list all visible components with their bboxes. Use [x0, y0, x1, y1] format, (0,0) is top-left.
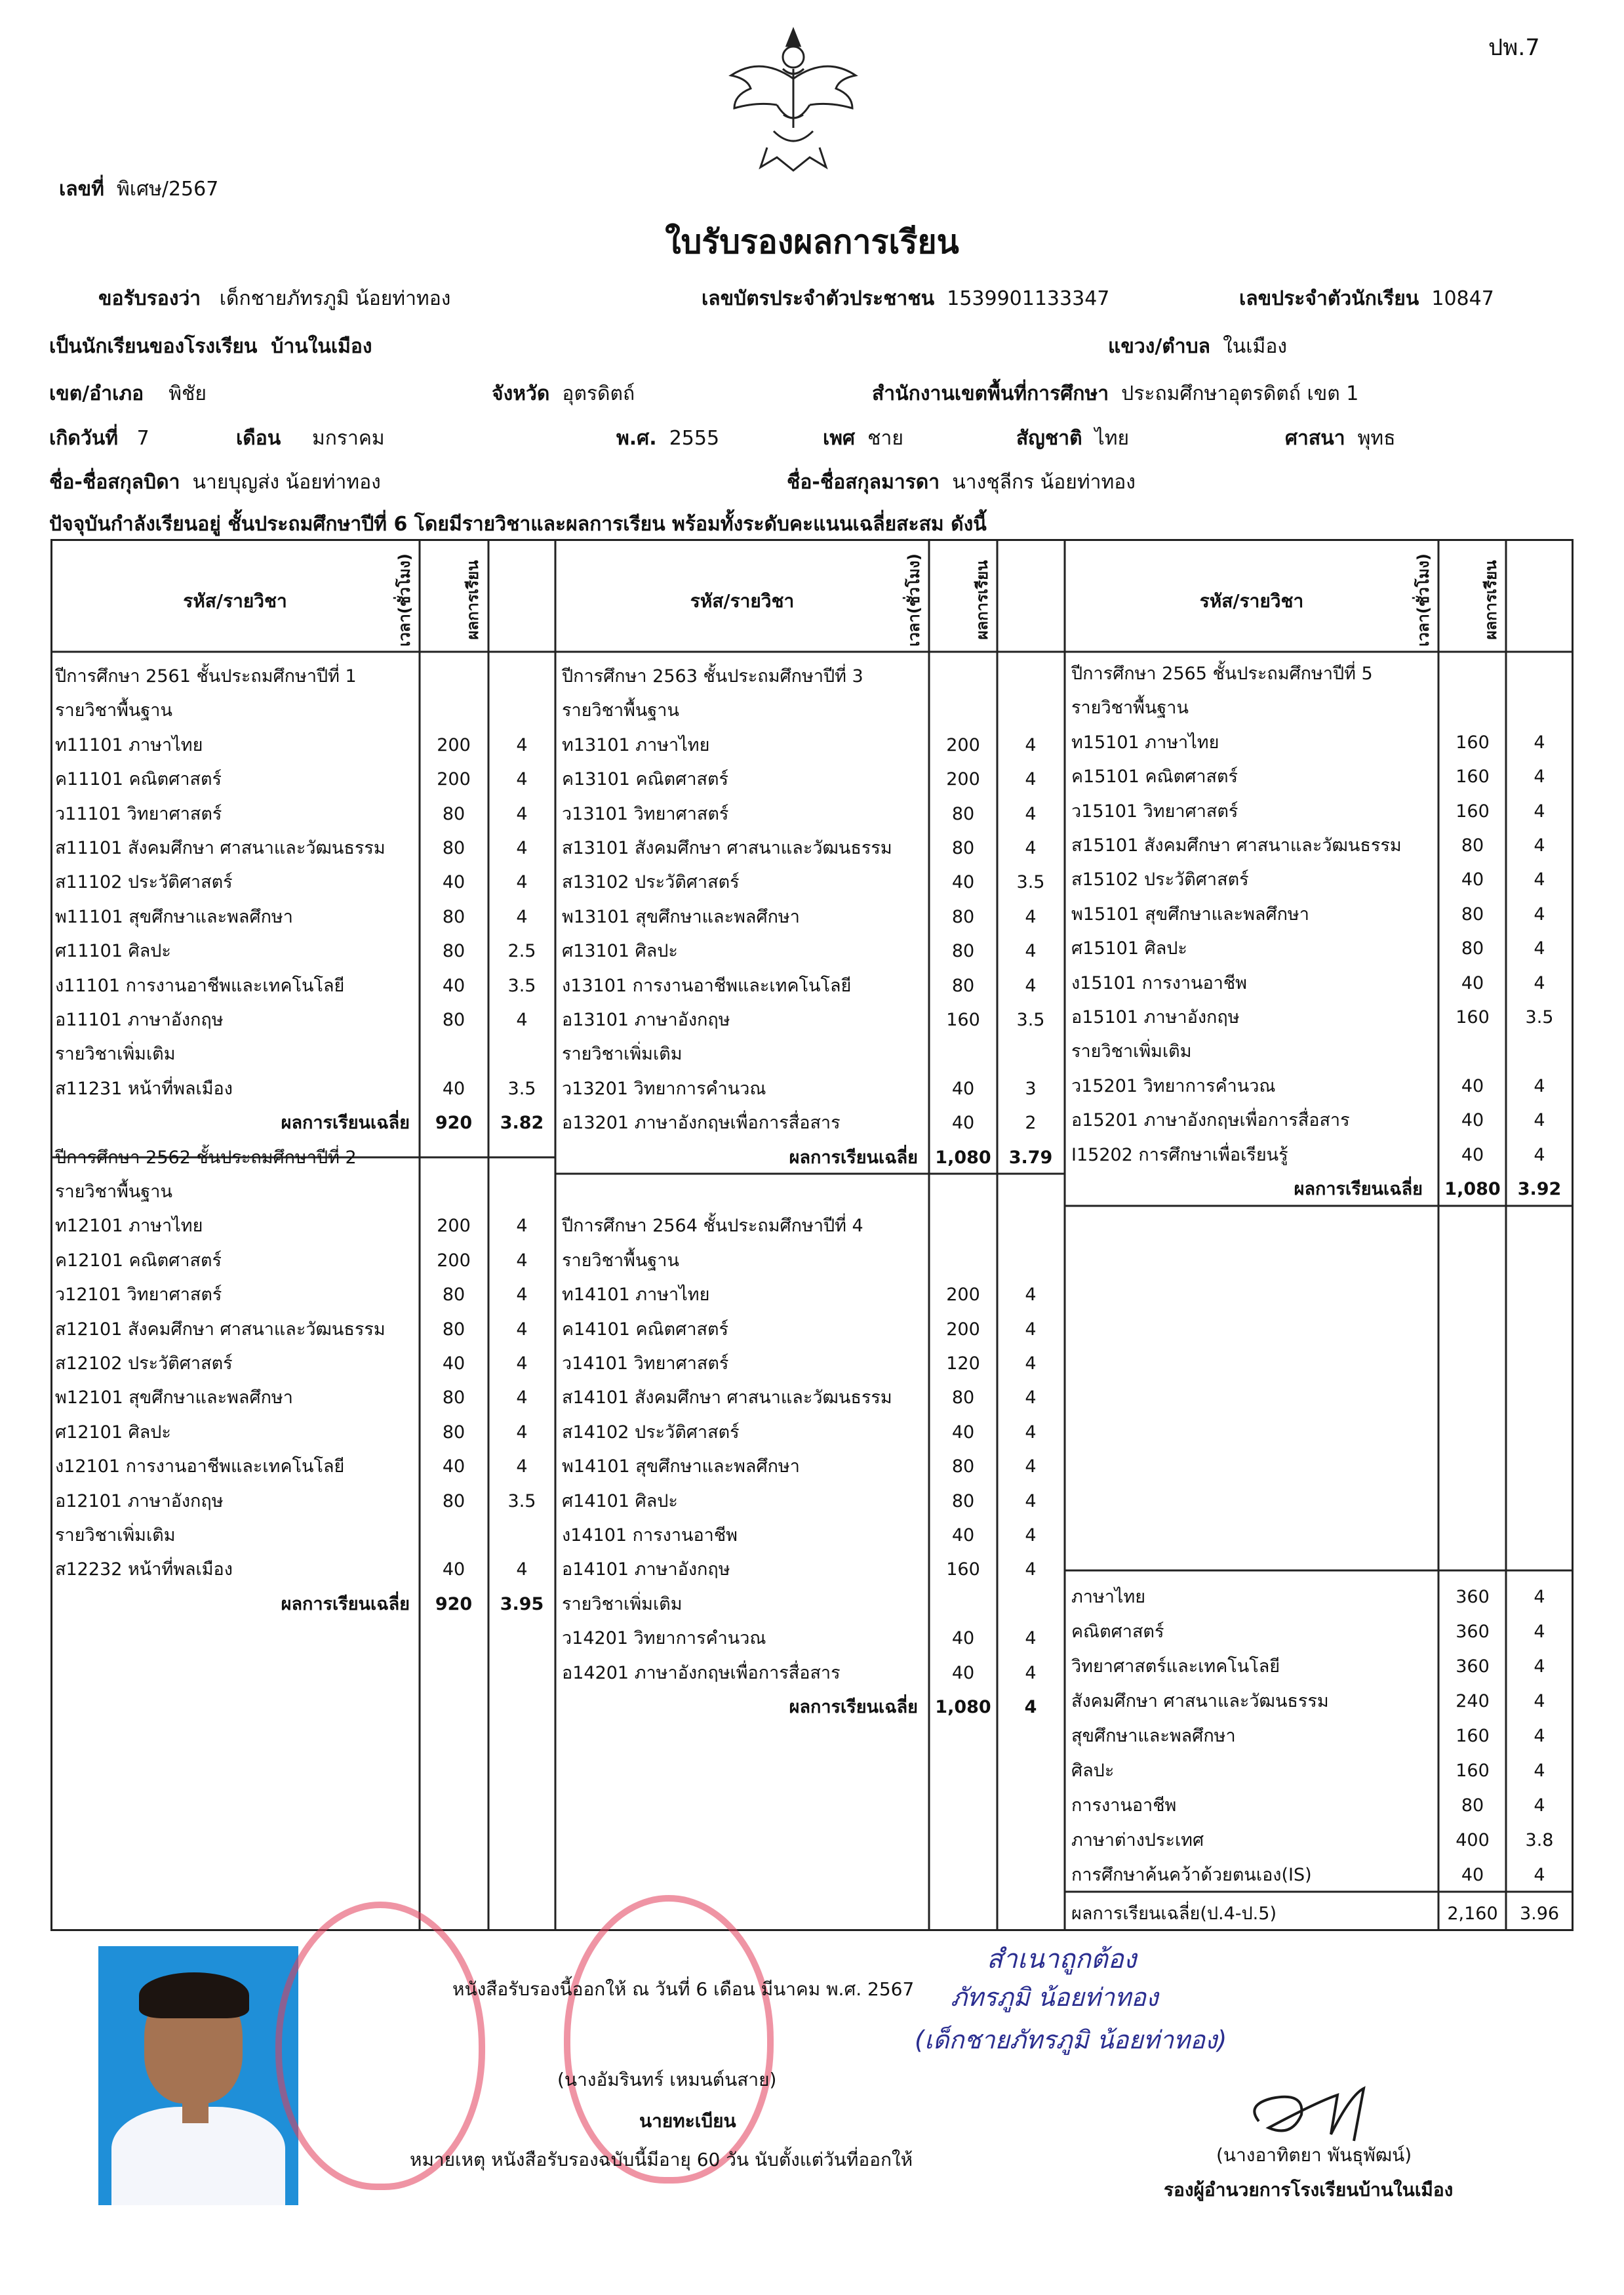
grade-cell: 4: [1024, 1697, 1037, 1717]
grade-cell: 4: [516, 1010, 528, 1030]
hours-cell: 40: [1461, 1110, 1484, 1131]
subject-cell: ว15101 วิทยาศาสตร์: [1071, 801, 1238, 822]
grade-cell: 4: [516, 734, 528, 755]
certify-line: [98, 283, 450, 314]
average-label: ผลการเรียนเฉลี่ย: [281, 1593, 410, 1614]
hours-cell: 920: [435, 1593, 473, 1614]
grade-cell: 4: [516, 1353, 528, 1374]
summary-subject-cell: สุขศึกษาและพลศึกษา: [1071, 1726, 1236, 1746]
hours-cell: 80: [951, 838, 975, 858]
grade-cell: 4: [1025, 1456, 1037, 1477]
col2-subject-header: รหัส/รายวิชา: [690, 590, 795, 612]
hours-cell: 160: [1456, 801, 1490, 822]
subject-cell: อ11101 ภาษาอังกฤษ: [55, 1010, 224, 1030]
summary-grade-cell: 4: [1534, 1761, 1545, 1781]
grade-cell: 3.5: [507, 975, 536, 996]
grade-cell: 4: [1025, 1422, 1037, 1443]
hours-cell: 80: [442, 1387, 465, 1408]
hours-cell: 160: [946, 1559, 980, 1580]
subject-cell: พ15101 สุขศึกษาและพลศึกษา: [1071, 904, 1309, 925]
subject-cell: ปีการศึกษา 2564 ชั้นประถมศึกษาปีที่ 4: [562, 1216, 863, 1237]
grade-cell: 3.92: [1517, 1179, 1562, 1199]
subject-cell: ว12101 วิทยาศาสตร์: [55, 1285, 222, 1306]
grade-cell: 4: [516, 1387, 528, 1408]
handwritten-signature-name: ภัทรภูมิ น้อยท่าทอง: [951, 1983, 1159, 2012]
subject-cell: ศ15101 ศิลปะ: [1071, 938, 1187, 959]
subject-cell: พ12101 สุขศึกษาและพลศึกษา: [55, 1387, 293, 1408]
subject-cell: ท12101 ภาษาไทย: [55, 1216, 203, 1237]
average-label: ผลการเรียนเฉลี่ย: [1294, 1179, 1423, 1199]
hours-cell: 160: [1456, 1007, 1490, 1028]
footer-note: หมายเหตุ หนังสือรับรองฉบับนี้มีอายุ 60 วัน นับตั้งแต่วันที่ออกให้: [410, 2149, 913, 2170]
subject-cell: อ13201 ภาษาอังกฤษเพื่อการสื่อสาร: [562, 1113, 841, 1134]
grade-cell: 4: [1025, 1353, 1037, 1374]
form-code: ปพ.7: [1488, 35, 1540, 61]
subject-cell: ส12102 ประวัติศาสตร์: [55, 1353, 233, 1374]
mother: [787, 467, 1136, 498]
hours-cell: 80: [951, 1490, 975, 1511]
summary-grade-cell: 4: [1534, 1795, 1545, 1816]
subject-cell: ค14101 คณิตศาสตร์: [562, 1319, 728, 1340]
subject-cell: ง12101 การงานอาชีพและเทคโนโลยี: [55, 1456, 345, 1477]
summary-subject-cell: คณิตศาสตร์: [1071, 1622, 1164, 1642]
grade-cell: 4: [516, 872, 528, 893]
subject-cell: ว14201 วิทยาการคำนวณ: [562, 1628, 766, 1649]
birth-day: [49, 423, 149, 454]
subject-cell: รายวิชาพื้นฐาน: [55, 1182, 172, 1202]
hours-cell: 160: [1456, 767, 1490, 788]
handwritten-full-name: (เด็กชายภัทรภูมิ น้อยท่าทอง): [915, 2026, 1227, 2054]
grade-cell: 3.5: [507, 1078, 536, 1099]
subject-cell: ปีการศึกษา 2565 ชั้นประถมศึกษาปีที่ 5: [1071, 664, 1373, 684]
summary-subject-cell: วิทยาศาสตร์และเทคโนโลยี: [1071, 1656, 1280, 1677]
subject-cell: ท11101 ภาษาไทย: [55, 734, 203, 755]
hours-cell: 80: [442, 941, 465, 962]
subject-cell: ส13101 สังคมศึกษา ศาสนาและวัฒนธรรม: [562, 838, 892, 858]
grade-cell: 4: [516, 1559, 528, 1580]
grade-cell: 4: [516, 1422, 528, 1443]
grade-cell: 4: [1534, 835, 1545, 856]
grade-cell: 4: [1025, 1559, 1037, 1580]
school-label: เป็นนักเรียนของโรงเรียน: [49, 335, 258, 358]
grade-cell: 4: [516, 1216, 528, 1237]
grade-cell: 4: [516, 906, 528, 927]
subject-cell: ส12232 หน้าที่พลเมือง: [55, 1559, 233, 1580]
district: [49, 378, 207, 409]
average-label: ผลการเรียนเฉลี่ย: [281, 1113, 410, 1134]
grade-cell: 3: [1025, 1078, 1037, 1099]
religion-value: พุทธ: [1357, 427, 1396, 450]
area-office-value: ประถมศึกษาอุตรดิตถ์ เขต 1: [1121, 382, 1359, 405]
grade-cell: 4: [1534, 767, 1545, 788]
student-no-value: 10847: [1431, 287, 1494, 310]
grade-cell: 4: [1534, 1075, 1545, 1096]
birth-year-value: 2555: [669, 427, 720, 450]
grade-cell: 4: [1534, 904, 1545, 925]
subject-cell: ค15101 คณิตศาสตร์: [1071, 767, 1238, 788]
subject-cell: อ13101 ภาษาอังกฤษ: [562, 1010, 730, 1030]
hours-cell: 200: [437, 769, 471, 790]
grade-cell: 4: [516, 769, 528, 790]
religion: [1285, 423, 1396, 454]
birth-day-label: เกิดวันที่: [49, 427, 119, 450]
subject-cell: ว15201 วิทยาการคำนวณ: [1071, 1075, 1276, 1096]
grade-cell: 4: [1534, 938, 1545, 959]
summary-subject-cell: ภาษาต่างประเทศ: [1071, 1830, 1204, 1850]
grade-cell: 4: [516, 1319, 528, 1340]
subject-cell: รายวิชาพื้นฐาน: [1071, 698, 1189, 719]
summary-grade-cell: 4: [1534, 1622, 1545, 1642]
subject-cell: ส14101 สังคมศึกษา ศาสนาและวัฒนธรรม: [562, 1387, 892, 1408]
id-card-value: 1539901133347: [947, 287, 1110, 310]
subject-cell: อ12101 ภาษาอังกฤษ: [55, 1490, 224, 1511]
hours-cell: 200: [946, 1285, 980, 1306]
grade-cell: 4: [516, 838, 528, 858]
summary-grade-cell: 4: [1534, 1587, 1545, 1607]
hours-cell: 80: [442, 906, 465, 927]
mother-value: นางชุลีกร น้อยท่าทอง: [952, 471, 1136, 494]
birth-month-value: มกราคม: [311, 427, 385, 450]
subject-cell: อ15201 ภาษาอังกฤษเพื่อการสื่อสาร: [1071, 1110, 1350, 1131]
student-photo: [98, 1946, 298, 2205]
grade-cell: 4: [1025, 1490, 1037, 1511]
grade-cell: 4: [1534, 972, 1545, 993]
grade-cell: 4: [1534, 801, 1545, 822]
nationality-label: สัญชาติ: [1016, 427, 1082, 450]
summary-grade-cell: 3.96: [1519, 1904, 1560, 1924]
subject-cell: ค12101 คณิตศาสตร์: [55, 1250, 222, 1271]
summary-hours-cell: 240: [1456, 1691, 1490, 1711]
hours-cell: 80: [1461, 835, 1484, 856]
hours-cell: 40: [951, 1628, 975, 1649]
summary-hours-cell: 360: [1456, 1622, 1490, 1642]
hours-cell: 200: [437, 734, 471, 755]
hours-cell: 40: [442, 1456, 465, 1477]
subject-cell: รายวิชาเพิ่มเติม: [562, 1593, 683, 1614]
subject-cell: ว14101 วิทยาศาสตร์: [562, 1353, 729, 1374]
grade-cell: 4: [1025, 1387, 1037, 1408]
hours-cell: 40: [951, 1113, 975, 1134]
subject-cell: ง15101 การงานอาชีพ: [1071, 972, 1247, 993]
subject-cell: ปีการศึกษา 2561 ชั้นประถมศึกษาปีที่ 1: [55, 666, 357, 687]
subject-cell: ส13102 ประวัติศาสตร์: [562, 872, 740, 893]
summary-grade-cell: 4: [1534, 1726, 1545, 1746]
hours-cell: 40: [1461, 869, 1484, 890]
hours-cell: 80: [1461, 938, 1484, 959]
hours-cell: 200: [946, 734, 980, 755]
hours-cell: 80: [951, 975, 975, 996]
hours-cell: 80: [951, 1456, 975, 1477]
subject-cell: รายวิชาพื้นฐาน: [562, 700, 679, 721]
religion-label: ศาสนา: [1285, 427, 1345, 450]
grade-cell: 4: [1025, 975, 1037, 996]
father: [49, 467, 381, 498]
province-label: จังหวัด: [492, 382, 550, 405]
hours-cell: 40: [951, 1525, 975, 1546]
col3-hours-header: เวลา(ชั่วโมง): [1414, 553, 1433, 647]
subdistrict-value: ในเมือง: [1223, 335, 1287, 358]
grade-cell: 4: [1025, 1319, 1037, 1340]
col1-grade-header: ผลการเรียน: [464, 560, 482, 640]
sex: [823, 423, 903, 454]
grade-cell: 4: [1025, 769, 1037, 790]
subject-cell: ท13101 ภาษาไทย: [562, 734, 710, 755]
status-line: ปัจจุบันกำลังเรียนอยู่ ชั้นประถมศึกษาปีที่ 6 โดยมีรายวิชาและผลการเรียน พร้อมทั้งระดับคะแนนเฉลี่ยสะสม ดังนี้: [49, 513, 987, 536]
col2-hours-header: เวลา(ชั่วโมง): [905, 553, 923, 647]
grade-cell: 4: [1534, 1110, 1545, 1131]
hours-cell: 80: [442, 1319, 465, 1340]
birth-month: [236, 423, 385, 454]
hours-cell: 80: [951, 803, 975, 824]
grade-cell: 4: [1025, 803, 1037, 824]
hours-cell: 200: [946, 1319, 980, 1340]
subject-cell: ท15101 ภาษาไทย: [1071, 732, 1219, 753]
grade-cell: 3.5: [1016, 872, 1045, 893]
grade-cell: 4: [516, 1456, 528, 1477]
subject-cell: รายวิชาพื้นฐาน: [55, 700, 172, 721]
grade-cell: 4: [1534, 869, 1545, 890]
average-label: ผลการเรียนเฉลี่ย: [789, 1147, 918, 1168]
grade-cell: 4: [1025, 941, 1037, 962]
birth-month-label: เดือน: [236, 427, 281, 450]
summary-hours-cell: 360: [1456, 1587, 1490, 1607]
registrar-name: (นางอัมรินทร์ เหมนต์นสาย): [557, 2069, 777, 2090]
subject-cell: ปีการศึกษา 2562 ชั้นประถมศึกษาปีที่ 2: [55, 1147, 357, 1168]
subject-cell: ค13101 คณิตศาสตร์: [562, 769, 728, 790]
school-value: บ้านในเมือง: [271, 335, 372, 358]
summary-grade-cell: 4: [1534, 1656, 1545, 1677]
garuda-emblem: [721, 16, 865, 180]
subject-cell: ศ12101 ศิลปะ: [55, 1422, 171, 1443]
col3-grade-header: ผลการเรียน: [1482, 560, 1500, 640]
hours-cell: 40: [1461, 1144, 1484, 1165]
summary-hours-cell: 160: [1456, 1761, 1490, 1781]
subject-cell: พ14101 สุขศึกษาและพลศึกษา: [562, 1456, 800, 1477]
grade-cell: 3.5: [1016, 1010, 1045, 1030]
hours-cell: 80: [951, 941, 975, 962]
hours-cell: 160: [1456, 732, 1490, 753]
subject-cell: รายวิชาเพิ่มเติม: [562, 1044, 683, 1065]
hours-cell: 80: [442, 1422, 465, 1443]
province-value: อุตรดิตถ์: [562, 382, 635, 405]
summary-hours-cell: 160: [1456, 1726, 1490, 1746]
subject-cell: ท14101 ภาษาไทย: [562, 1285, 710, 1306]
doc-number-value: พิเศษ/2567: [117, 178, 219, 201]
subject-cell: ศ11101 ศิลปะ: [55, 941, 171, 962]
subject-cell: รายวิชาเพิ่มเติม: [55, 1525, 176, 1546]
grade-cell: 2.5: [507, 941, 536, 962]
area-office: [872, 378, 1358, 409]
subject-cell: ปีการศึกษา 2563 ชั้นประถมศึกษาปีที่ 3: [562, 666, 863, 687]
subject-cell: ว13201 วิทยาการคำนวณ: [562, 1078, 766, 1099]
id-card-label: เลขบัตรประจำตัวประชาชน: [702, 287, 935, 310]
hours-cell: 1,080: [1444, 1179, 1501, 1199]
hours-cell: 40: [951, 872, 975, 893]
student-no: [1239, 283, 1494, 314]
student-name: เด็กชายภัทรภูมิ น้อยท่าทอง: [219, 287, 451, 310]
summary-subject-cell: ศิลปะ: [1071, 1761, 1115, 1781]
grade-cell: 4: [516, 803, 528, 824]
subject-cell: ว13101 วิทยาศาสตร์: [562, 803, 729, 824]
subject-cell: ส11231 หน้าที่พลเมือง: [55, 1078, 233, 1099]
sex-value: ชาย: [867, 427, 903, 450]
summary-hours-cell: 80: [1461, 1795, 1484, 1816]
grade-cell: 3.5: [1525, 1007, 1554, 1028]
father-value: นายบุญส่ง น้อยท่าทอง: [192, 471, 381, 494]
id-card: [702, 283, 1109, 314]
summary-subject-cell: การศึกษาค้นคว้าด้วยตนเอง(IS): [1071, 1865, 1312, 1885]
hours-cell: 80: [951, 1387, 975, 1408]
average-label: ผลการเรียนเฉลี่ย: [789, 1697, 918, 1717]
deputy-name: (นางอาทิตยา พันธุพัฒน์): [1216, 2144, 1412, 2166]
grade-cell: 4: [516, 1250, 528, 1271]
subject-cell: อ15101 ภาษาอังกฤษ: [1071, 1007, 1240, 1028]
subject-cell: ส15102 ประวัติศาสตร์: [1071, 869, 1249, 890]
summary-subject-cell: ภาษาไทย: [1071, 1587, 1146, 1607]
hours-cell: 80: [442, 838, 465, 858]
hours-cell: 40: [442, 872, 465, 893]
hours-cell: 80: [442, 1490, 465, 1511]
grade-cell: 3.5: [507, 1490, 536, 1511]
grade-cell: 3.95: [500, 1593, 544, 1614]
subject-cell: I15202 การศึกษาเพื่อเรียนรู้: [1071, 1144, 1288, 1165]
birth-day-value: 7: [136, 427, 149, 450]
hours-cell: 80: [442, 1010, 465, 1030]
registrar-title: นายทะเบียน: [639, 2110, 736, 2132]
hours-cell: 920: [435, 1113, 473, 1134]
hours-cell: 200: [946, 769, 980, 790]
hours-cell: 160: [946, 1010, 980, 1030]
summary-hours-cell: 360: [1456, 1656, 1490, 1677]
grade-cell: 3.82: [500, 1113, 544, 1134]
subject-cell: ศ13101 ศิลปะ: [562, 941, 678, 962]
subject-cell: รายวิชาเพิ่มเติม: [55, 1044, 176, 1065]
grade-cell: 4: [1534, 732, 1545, 753]
summary-hours-cell: 400: [1456, 1830, 1490, 1850]
subject-cell: ง11101 การงานอาชีพและเทคโนโลยี: [55, 975, 345, 996]
grade-cell: 4: [1025, 1628, 1037, 1649]
col3-subject-header: รหัส/รายวิชา: [1199, 590, 1304, 612]
district-label: เขต/อำเภอ: [49, 382, 144, 405]
summary-hours-cell: 2,160: [1447, 1904, 1498, 1924]
subject-cell: ว11101 วิทยาศาสตร์: [55, 803, 222, 824]
hours-cell: 40: [442, 1353, 465, 1374]
hours-cell: 80: [442, 1285, 465, 1306]
subject-cell: ง14101 การงานอาชีพ: [562, 1525, 738, 1546]
subject-cell: ส14102 ประวัติศาสตร์: [562, 1422, 740, 1443]
summary-hours-cell: 40: [1461, 1865, 1484, 1885]
birth-year: [616, 423, 719, 454]
summary-grade-cell: 3.8: [1525, 1830, 1554, 1850]
grade-cell: 2: [1025, 1113, 1037, 1134]
subject-cell: พ11101 สุขศึกษาและพลศึกษา: [55, 906, 293, 927]
doc-number: [59, 174, 218, 205]
subject-cell: รายวิชาเพิ่มเติม: [1071, 1041, 1192, 1062]
doc-number-label: เลขที่: [59, 178, 104, 201]
hours-cell: 40: [951, 1662, 975, 1683]
deputy-title: รองผู้อำนวยการโรงเรียนบ้านในเมือง: [1164, 2179, 1454, 2201]
hours-cell: 80: [442, 803, 465, 824]
sex-label: เพศ: [823, 427, 856, 450]
deputy-signature: [1239, 2075, 1396, 2147]
subject-cell: ค11101 คณิตศาสตร์: [55, 769, 222, 790]
grade-cell: 3.79: [1008, 1147, 1053, 1168]
summary-grade-cell: 4: [1534, 1865, 1545, 1885]
subject-cell: รายวิชาพื้นฐาน: [562, 1250, 679, 1271]
summary-average-label: ผลการเรียนเฉลี่ย(ป.4-ป.5): [1071, 1904, 1277, 1924]
grade-cell: 4: [1025, 838, 1037, 858]
hours-cell: 40: [442, 1078, 465, 1099]
grade-cell: 4: [1025, 1285, 1037, 1306]
summary-grade-cell: 4: [1534, 1691, 1545, 1711]
hours-cell: 1,080: [935, 1147, 991, 1168]
summary-subject-cell: การงานอาชีพ: [1071, 1795, 1177, 1816]
father-label: ชื่อ-ชื่อสกุลบิดา: [49, 471, 180, 494]
hours-cell: 40: [951, 1422, 975, 1443]
col1-subject-header: รหัส/รายวิชา: [183, 590, 287, 612]
grade-cell: 4: [1025, 734, 1037, 755]
certify-label: ขอรับรองว่า: [98, 287, 201, 310]
school-line: [49, 331, 372, 362]
hours-cell: 40: [951, 1078, 975, 1099]
nationality-value: ไทย: [1094, 427, 1130, 450]
hours-cell: 120: [946, 1353, 980, 1374]
subject-cell: พ13101 สุขศึกษาและพลศึกษา: [562, 906, 800, 927]
summary-subject-cell: สังคมศึกษา ศาสนาและวัฒนธรรม: [1071, 1691, 1329, 1711]
school-stamp-center: [564, 1895, 774, 2184]
district-value: พิชัย: [168, 382, 207, 405]
col1-hours-header: เวลา(ชั่วโมง): [395, 553, 414, 647]
hours-cell: 1,080: [935, 1697, 991, 1717]
hours-cell: 200: [437, 1216, 471, 1237]
hours-cell: 80: [1461, 904, 1484, 925]
issued-date: หนังสือรับรองนี้ออกให้ ณ วันที่ 6 เดือน มีนาคม พ.ศ. 2567: [452, 1978, 915, 2000]
subject-cell: อ14101 ภาษาอังกฤษ: [562, 1559, 730, 1580]
subject-cell: อ14201 ภาษาอังกฤษเพื่อการสื่อสาร: [562, 1662, 841, 1683]
area-office-label: สำนักงานเขตพื้นที่การศึกษา: [872, 382, 1109, 405]
birth-year-label: พ.ศ.: [616, 427, 657, 450]
subject-cell: ส11101 สังคมศึกษา ศาสนาและวัฒนธรรม: [55, 838, 386, 858]
grade-cell: 4: [1534, 1144, 1545, 1165]
nationality: [1016, 423, 1129, 454]
col2-grade-header: ผลการเรียน: [973, 560, 991, 640]
handwritten-certified: สำเนาถูกต้อง: [987, 1944, 1137, 1974]
subject-cell: ส15101 สังคมศึกษา ศาสนาและวัฒนธรรม: [1071, 835, 1402, 856]
mother-label: ชื่อ-ชื่อสกุลมารดา: [787, 471, 940, 494]
hours-cell: 80: [951, 906, 975, 927]
student-no-label: เลขประจำตัวนักเรียน: [1239, 287, 1419, 310]
hours-cell: 40: [442, 975, 465, 996]
page-title: ใบรับรองผลการเรียน: [665, 223, 959, 261]
hours-cell: 40: [1461, 1075, 1484, 1096]
subdistrict: [1108, 331, 1287, 362]
grade-cell: 4: [516, 1285, 528, 1306]
hours-cell: 40: [442, 1559, 465, 1580]
grade-cell: 4: [1025, 1525, 1037, 1546]
subdistrict-label: แขวง/ตำบล: [1108, 335, 1211, 358]
hours-cell: 40: [1461, 972, 1484, 993]
subject-cell: ส11102 ประวัติศาสตร์: [55, 872, 233, 893]
subject-cell: ศ14101 ศิลปะ: [562, 1490, 678, 1511]
subject-cell: ง13101 การงานอาชีพและเทคโนโลยี: [562, 975, 852, 996]
subject-cell: ส12101 สังคมศึกษา ศาสนาและวัฒนธรรม: [55, 1319, 386, 1340]
hours-cell: 200: [437, 1250, 471, 1271]
grade-cell: 4: [1025, 906, 1037, 927]
grade-cell: 4: [1025, 1662, 1037, 1683]
province: [492, 378, 635, 409]
